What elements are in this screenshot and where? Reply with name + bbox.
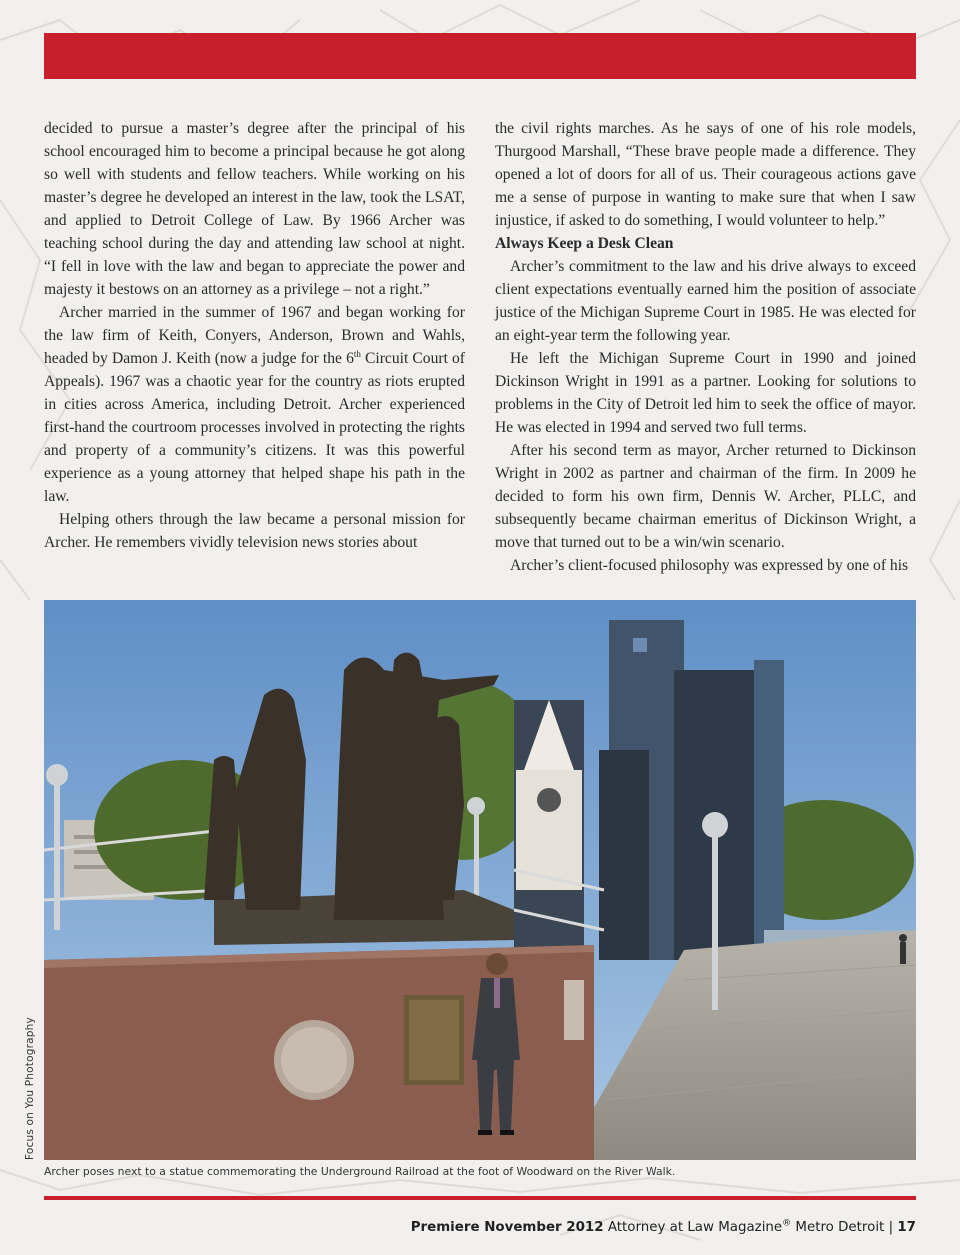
photo-credit: Focus on You Photography bbox=[24, 1017, 36, 1160]
article-photo bbox=[44, 600, 916, 1160]
paragraph: Archer’s client-focused philosophy was expressed by one of his bbox=[510, 557, 909, 574]
registered-mark: ® bbox=[782, 1218, 792, 1229]
page-number: 17 bbox=[897, 1220, 916, 1235]
footer-magazine: Attorney at Law Magazine bbox=[607, 1220, 783, 1235]
footer-edition: Metro Detroit bbox=[795, 1220, 885, 1235]
article-column-left bbox=[44, 117, 465, 554]
footer-rule bbox=[44, 1196, 916, 1200]
footer-separator: | bbox=[888, 1220, 894, 1235]
page-footer bbox=[411, 1220, 916, 1235]
paragraph: After his second term as mayor, Archer returned to Dickinson Wright in 2002 as partner and chairman of the firm. In 2009 he decided to form his own firm, Dennis W. Archer, PLLC, and subsequently became chairman emeritus of Dickinson Wright, a move that turned out to be a win/win scenario. bbox=[495, 442, 916, 551]
superscript: th bbox=[353, 348, 361, 359]
paragraph: the civil rights marches. As he says of one of his role models, Thurgood Marshall, “These brave people made a difference. They opened a lot of doors for all of us. Their courageous actions gave me a sense of purpose in wanting to make sure that when I saw injustice, if asked to do something, I would volunteer to help.” bbox=[495, 120, 916, 229]
paragraph: decided to pursue a master’s degree after the principal of his school encouraged him to become a principal because he got along so well with students and fellow teachers. While working on his master’s degree he developed an interest in the law, took the LSAT, and applied to Detroit College of Law. By 1966 Archer was teaching school during the day and attending law school at night. “I fell in love with the law and began to appreciate the power and majesty it bestows on an attorney as a privilege – not a right.” bbox=[44, 120, 465, 298]
paragraph-text: Circuit Court of Appeals). 1967 was a chaotic year for the country as riots erupted in cities across America, including Detroit. Archer experienced first-hand the courtroom processes involved in protecting the rights and property of a community’s citizens. It was this powerful experience as a young attorney that helped shape his path in the law. bbox=[44, 350, 465, 505]
section-heading: Always Keep a Desk Clean bbox=[495, 235, 674, 252]
header-color-bar bbox=[44, 33, 916, 79]
footer-issue: Premiere November 2012 bbox=[410, 1220, 604, 1235]
photo-caption: Archer poses next to a statue commemorating the Underground Railroad at the foot of Woodward on the River Walk. bbox=[44, 1165, 676, 1178]
paragraph: He left the Michigan Supreme Court in 1990 and joined Dickinson Wright in 1991 as a partner. Looking for solutions to problems in the City of Detroit led him to seek the office of mayor. He was elected in 1994 and served two full terms. bbox=[495, 350, 916, 436]
article-column-right bbox=[495, 117, 916, 577]
paragraph: Helping others through the law became a personal mission for Archer. He remembers vividly television news stories about bbox=[44, 511, 465, 551]
paragraph-text: Archer married in the summer of 1967 and began working for the law firm of Keith, Conyers, Anderson, Brown and Wahls, headed by Damon J. Keith (now a judge for the 6 bbox=[44, 304, 465, 367]
paragraph: Archer’s commitment to the law and his drive always to exceed client expectations eventually earned him the position of associate justice of the Michigan Supreme Court in 1985. He was elected for an eight-year term the following year. bbox=[495, 258, 916, 344]
paragraph bbox=[44, 301, 465, 508]
